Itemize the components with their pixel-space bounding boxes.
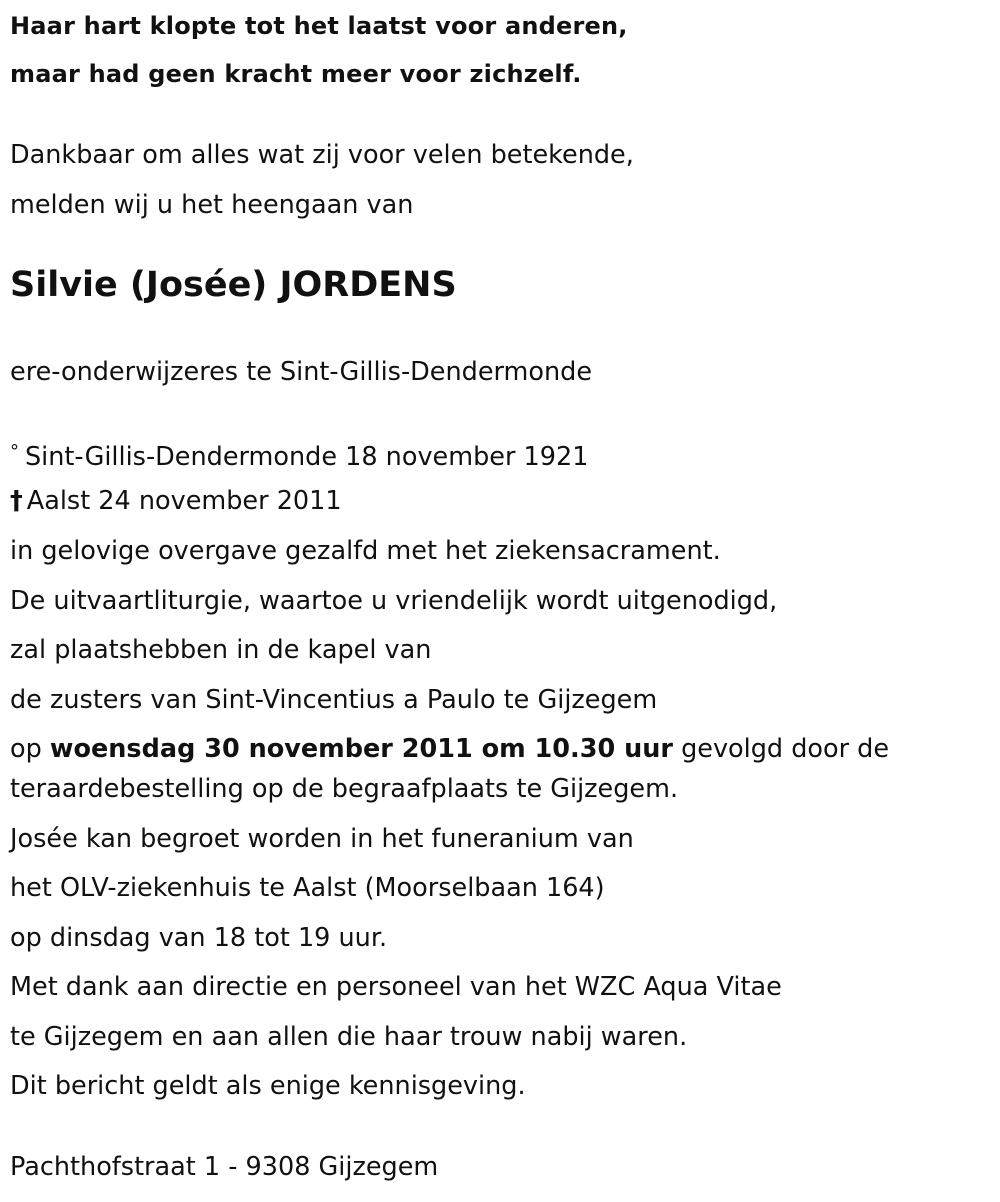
deceased-name: Silvie (Josée) JORDENS (10, 265, 457, 305)
deceased-title: ere-onderwijzeres te Sint-Gillis-Dendermonde (10, 357, 593, 387)
funeral-datetime-paragraph (10, 729, 985, 809)
intro-line-1: Dankbaar om alles wat zij voor velen betekende, (10, 140, 634, 170)
intro-line-2: melden wij u het heengaan van (10, 190, 414, 220)
notice-line: Dit bericht geldt als enige kennisgeving. (10, 1071, 526, 1101)
birth-symbol: ° (10, 441, 19, 462)
funeral-datetime: woensdag 30 november 2011 om 10.30 uur (49, 734, 673, 764)
funeral-line-1: De uitvaartliturgie, waartoe u vriendelijk wordt uitgenodigd, (10, 586, 778, 616)
cross-icon: † (10, 486, 23, 516)
address-line: Pachthofstraat 1 - 9308 Gijzegem (10, 1152, 439, 1182)
greeting-line-1: Josée kan begroet worden in het funeranium van (10, 824, 634, 854)
funeral-datetime-prefix: op (10, 734, 50, 764)
birth-text: Sint-Gillis-Dendermonde 18 november 1921 (25, 442, 589, 472)
sacrament-line: in gelovige overgave gezalfd met het ziekensacrament. (10, 536, 721, 566)
death-line (10, 486, 342, 516)
thanks-line-1: Met dank aan directie en personeel van het WZC Aqua Vitae (10, 972, 782, 1002)
thanks-line-2: te Gijzegem en aan allen die haar trouw nabij waren. (10, 1022, 688, 1052)
birth-line (10, 437, 588, 472)
funeral-datetime-suffix: gevolgd door de teraardebestelling op de begraafplaats te Gijzegem. (10, 734, 890, 804)
funeral-line-3: de zusters van Sint-Vincentius a Paulo te Gijzegem (10, 685, 658, 715)
motto-line-1: Haar hart klopte tot het laatst voor anderen, (10, 12, 628, 40)
motto-line-2: maar had geen kracht meer voor zichzelf. (10, 60, 582, 88)
funeral-line-2: zal plaatshebben in de kapel van (10, 635, 432, 665)
greeting-line-2: het OLV-ziekenhuis te Aalst (Moorselbaan 164) (10, 873, 605, 903)
death-text: Aalst 24 november 2011 (26, 486, 342, 516)
greeting-line-3: op dinsdag van 18 tot 19 uur. (10, 923, 388, 953)
